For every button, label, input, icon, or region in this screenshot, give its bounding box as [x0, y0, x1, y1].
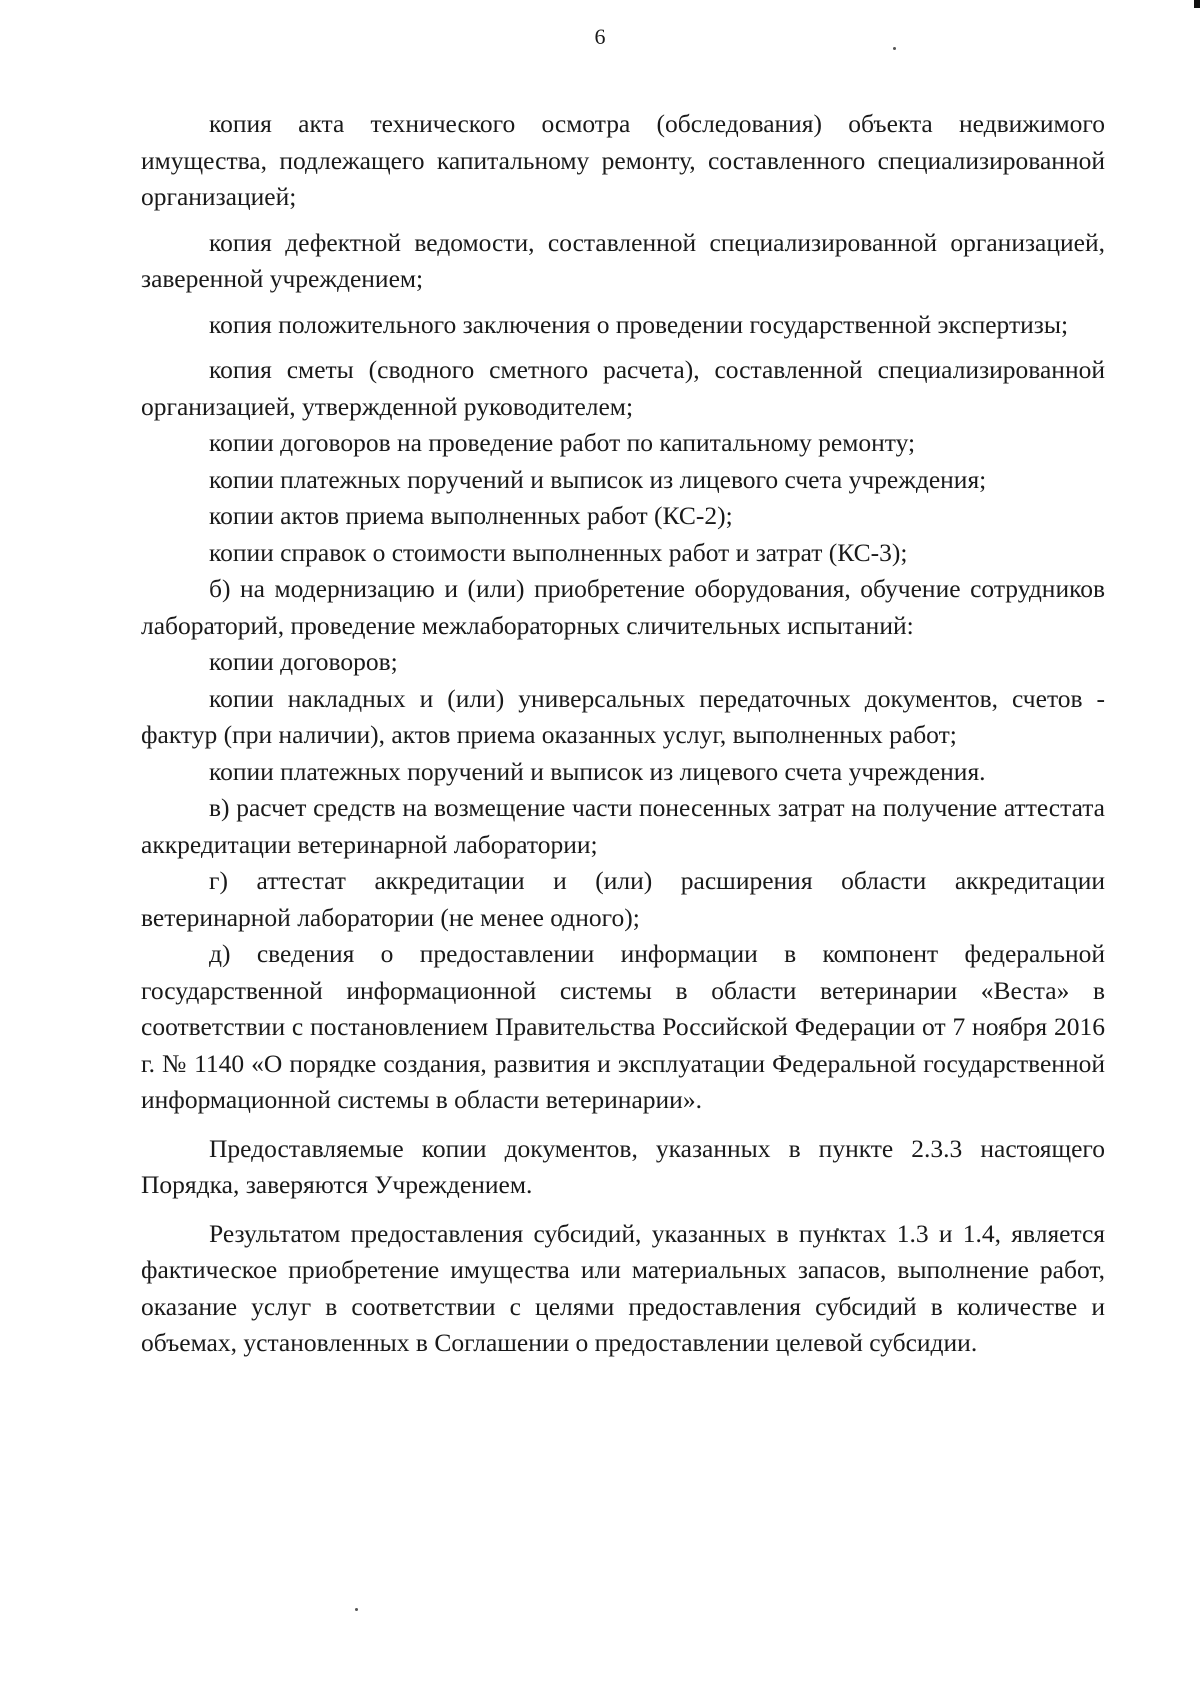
paragraph: копии накладных и (или) универсальных передаточных документов, счетов - фактур (при наличии), актов приема оказанных услуг, выполненных работ; [141, 683, 1105, 749]
page-number: 6 [594, 24, 606, 49]
paragraph: копия сметы (сводного сметного расчета), составленной специализированной организацией, утвержденной руководителем; [141, 355, 1105, 421]
paragraph: г) аттестат аккредитации и (или) расширения области аккредитации ветеринарной лаборатории (не менее одного); [141, 866, 1105, 932]
scan-speck [355, 1608, 358, 1611]
paragraph: копия положительного заключения о проведении государственной экспертизы; [209, 309, 1069, 339]
paragraph: копии платежных поручений и выписок из лицевого счета учреждения. [209, 756, 986, 786]
paragraph: копии договоров на проведение работ по капитальному ремонту; [209, 428, 916, 457]
paragraph: копия дефектной ведомости, составленной специализированной организацией, заверенной учреждением; [141, 227, 1105, 293]
paragraph: копии договоров; [209, 647, 398, 676]
scan-edge-mark [1194, 0, 1200, 8]
paragraph: д) сведения о предоставлении информации в компонент федеральной государственной информационной системы в области ветеринарии «Веста» в соответствии с постановлением Правительства Российской Федерации от 7 ноября 2016 г. № 1140 «О порядке создания, развития и эксплуатации Федеральной государственной информационной системы в области ветеринарии». [141, 939, 1105, 1114]
paragraph: в) расчет средств на возмещение части понесенных затрат на получение аттестата аккредитации ветеринарной лаборатории; [141, 793, 1105, 859]
paragraph: копия акта технического осмотра (обследования) объекта недвижимого имущества, подлежащего капитальному ремонту, составленного специализированной организацией; [141, 109, 1105, 211]
paragraph: копии справок о стоимости выполненных работ и затрат (КС-3); [209, 537, 908, 567]
paragraph: копии актов приема выполненных работ (КС-2); [209, 501, 733, 530]
paragraph: Результатом предоставления субсидий, указанных в пунктах 1.3 и 1.4, является фактическое приобретение имущества или материальных запасов, выполнение работ, оказание услуг в соответствии с целями предоставления субсидий в количестве и объемах, установленных в Соглашении о предоставлении целевой субсидии. [141, 1218, 1105, 1357]
document-body [141, 106, 1105, 1362]
paragraph: копии платежных поручений и выписок из лицевого счета учреждения; [209, 464, 987, 494]
paragraph: Предоставляемые копии документов, указанных в пункте 2.3.3 настоящего Порядка, заверяются Учреждением. [141, 1133, 1105, 1199]
paragraph: б) на модернизацию и (или) приобретение оборудования, обучение сотрудников лабораторий, проведение межлабораторных сличительных испытаний: [141, 574, 1105, 640]
